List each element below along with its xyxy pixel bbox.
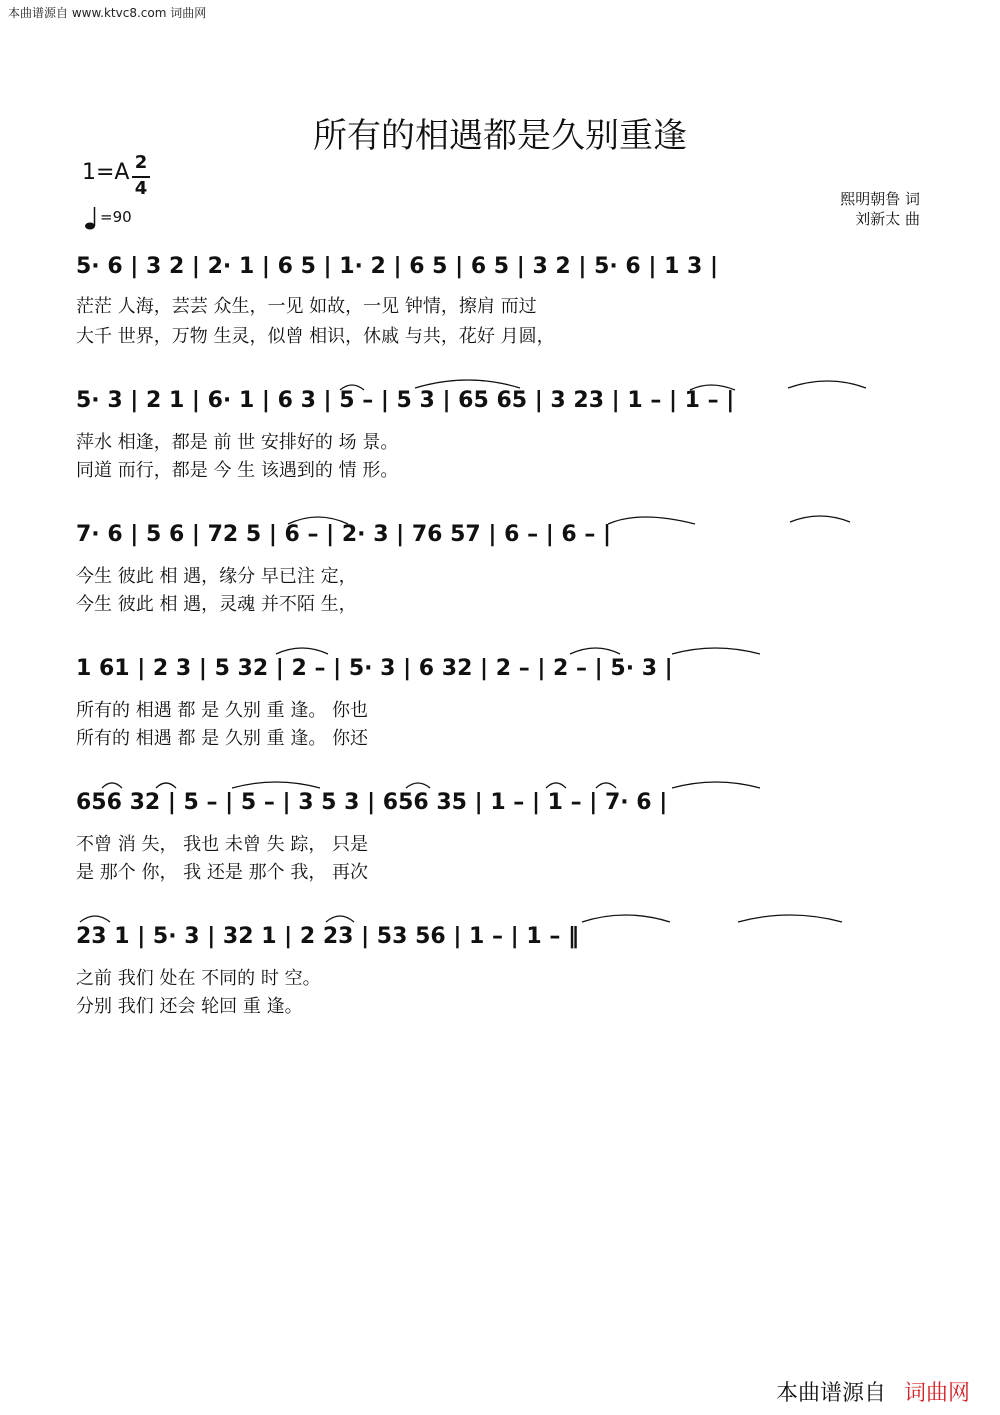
lyrics-verse-1: 今生 彼此 相 遇，缘分 早已注 定，	[76, 566, 357, 587]
footer-source: 本曲谱源自	[775, 1381, 886, 1406]
staff-system-6	[0, 918, 1000, 1038]
staff-system-1	[0, 248, 1000, 368]
lyricist-credit: 熙明朝鲁 词	[840, 190, 920, 208]
lyrics-verse-1: 不曾 消 失， 我也 未曾 失 踪， 只是	[76, 834, 369, 855]
tempo-marking: =90	[100, 208, 132, 226]
lyrics-verse-2: 今生 彼此 相 遇，灵魂 并不陌 生，	[76, 594, 357, 615]
time-signature-numerator: 2	[134, 152, 148, 173]
song-title: 所有的相遇都是久别重逢	[313, 116, 687, 156]
melody-notation: 5· 3 | 2 1 | 6· 1 | 6 3 | 5 – | 5 3 | 65 65 | 3 23 | 1 – | 1 – |	[76, 388, 735, 413]
lyrics-verse-2: 大千 世界，万物 生灵，似曾 相识，休戚 与共，花好 月圆，	[76, 326, 555, 347]
lyrics-verse-2: 分别 我们 还会 轮回 重 逢。	[76, 996, 303, 1017]
lyrics-verse-1: 所有的 相遇 都 是 久别 重 逢。 你也	[76, 700, 369, 721]
melody-notation: 656 32 | 5 – | 5 – | 3 5 3 | 656 35 | 1 – | 1 – | 7· 6 |	[76, 790, 668, 815]
lyrics-verse-2: 同道 而行，都是 今 生 该遇到的 情 形。	[76, 460, 399, 481]
composer-credit: 刘新太 曲	[855, 210, 920, 228]
lyrics-verse-1: 萍水 相逢，都是 前 世 安排好的 场 景。	[76, 432, 399, 453]
quarter-note-icon	[84, 205, 98, 231]
staff-system-4	[0, 650, 1000, 770]
key-signature: 1=A	[82, 160, 130, 185]
lyrics-verse-1: 茫茫 人海，芸芸 众生，一见 如故，一见 钟情，擦肩 而过	[76, 296, 537, 317]
lyrics-verse-1: 之前 我们 处在 不同的 时 空。	[76, 968, 321, 989]
footer-brand: 词曲网	[903, 1381, 970, 1406]
footer-watermark	[776, 1376, 970, 1407]
melody-notation: 23 1 | 5· 3 | 32 1 | 2 23 | 53 56 | 1 – | 1 – ‖	[76, 924, 579, 949]
lyrics-verse-2: 是 那个 你， 我 还是 那个 我， 再次	[76, 862, 369, 883]
lyrics-verse-2: 所有的 相遇 都 是 久别 重 逢。 你还	[76, 728, 369, 749]
time-signature-denominator: 4	[134, 178, 148, 199]
melody-notation: 5· 6 | 3 2 | 2· 1 | 6 5 | 1· 2 | 6 5 | 6 5 | 3 2 | 5· 6 | 1 3 |	[76, 254, 719, 279]
melody-notation: 7· 6 | 5 6 | 72 5 | 6 – | 2· 3 | 76 57 | 6 – | 6 – |	[76, 522, 612, 547]
staff-system-2	[0, 382, 1000, 502]
staff-system-5	[0, 784, 1000, 904]
staff-system-3	[0, 516, 1000, 636]
melody-notation: 1 61 | 2 3 | 5 32 | 2 – | 5· 3 | 6 32 | 2 – | 2 – | 5· 3 |	[76, 656, 673, 681]
header-source: 本曲谱源自 www.ktvc8.com 词曲网	[8, 6, 207, 20]
